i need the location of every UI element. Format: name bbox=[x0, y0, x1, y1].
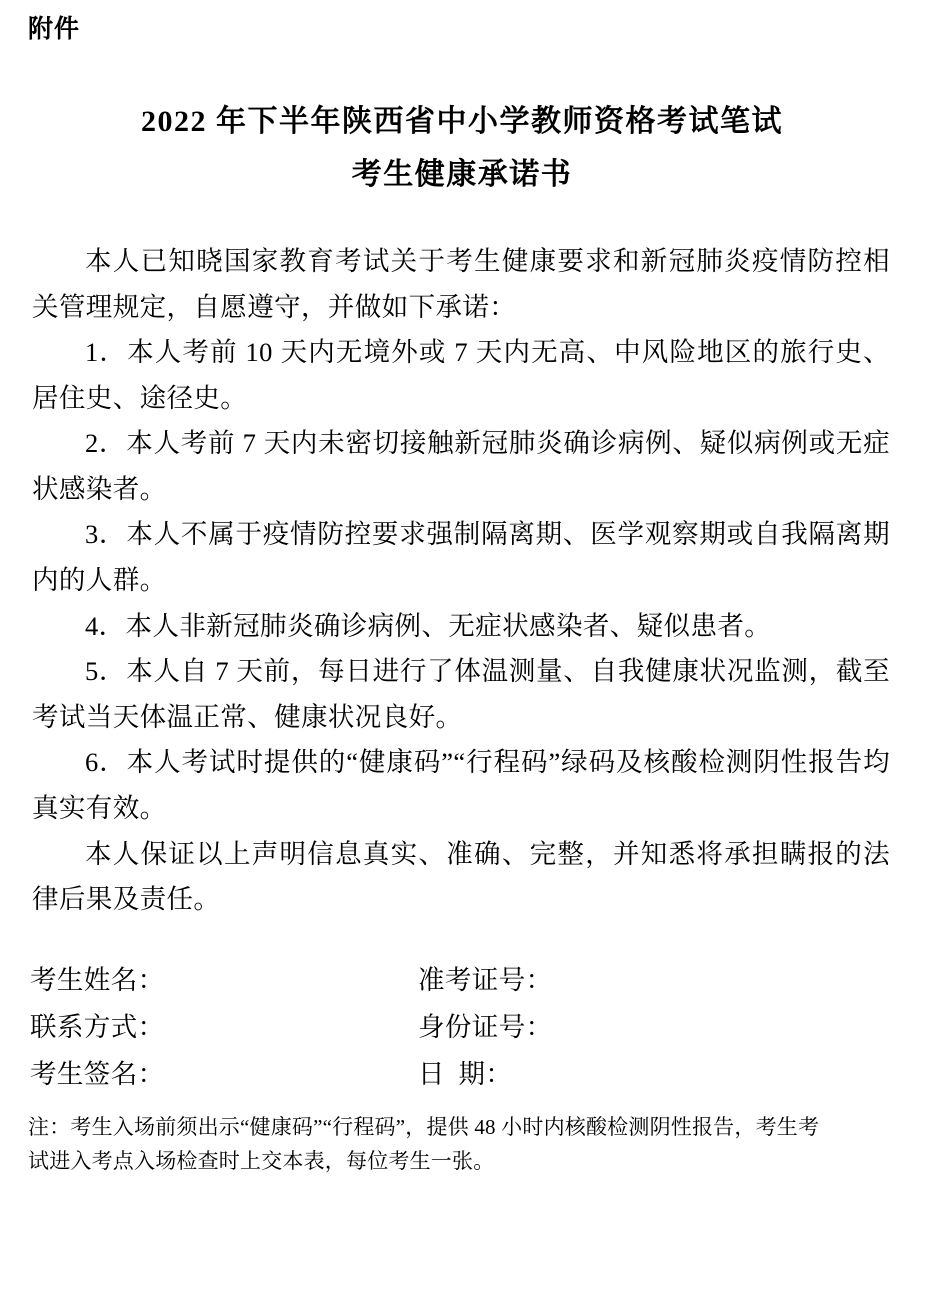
field-label-contact: 联系方式： bbox=[30, 1011, 165, 1042]
paragraph-item-4: 4．本人非新冠肺炎确诊病例、无症状感染者、疑似患者。 bbox=[85, 610, 772, 641]
field-label-id-number: 身份证号： bbox=[418, 1011, 553, 1042]
paragraph-intro: 本人已知晓国家教育考试关于考生健康要求和新冠肺炎疫情防控相关管理规定，自愿遵守，并做如下承诺： bbox=[32, 246, 890, 322]
title-line-1: 2022 年下半年陕西省中小学教师资格考试笔试 bbox=[141, 105, 783, 138]
paragraph-item-6: 6．本人考试时提供的“健康码”“行程码”绿码及核酸检测阴性报告均真实有效。 bbox=[32, 747, 890, 823]
attachment-label: 附件 bbox=[28, 15, 81, 43]
field-label-date-first-char: 日 bbox=[418, 1058, 459, 1089]
field-label-date-rest: 期： bbox=[458, 1058, 513, 1089]
field-label-candidate-name: 考生姓名： bbox=[30, 964, 165, 995]
field-row bbox=[30, 957, 898, 1004]
footnote-line-1: 注：考生入场前须出示“健康码”“行程码”，提供 48 小时内核酸检测阴性报告，考生考 bbox=[28, 1115, 820, 1140]
field-label-admission-ticket-number: 准考证号： bbox=[418, 964, 553, 995]
title-line-2: 考生健康承诺书 bbox=[351, 157, 573, 191]
paragraph-item-5: 5．本人自 7 天前，每日进行了体温测量、自我健康状况监测，截至考试当天体温正常、健康状况良好。 bbox=[32, 656, 890, 732]
paragraph-declaration: 本人保证以上声明信息真实、准确、完整，并知悉将承担瞒报的法律后果及责任。 bbox=[32, 838, 890, 915]
footnote bbox=[26, 1110, 898, 1178]
signature-fields bbox=[26, 957, 898, 1098]
footnote-line-2: 试进入考点入场检查时上交本表，每位考生一张。 bbox=[28, 1149, 495, 1174]
document-body bbox=[26, 239, 898, 923]
field-row bbox=[30, 1004, 898, 1051]
paragraph-item-3: 3．本人不属于疫情防控要求强制隔离期、医学观察期或自我隔离期内的人群。 bbox=[32, 519, 890, 596]
field-label-signature: 考生签名： bbox=[30, 1058, 165, 1089]
paragraph-item-1: 1．本人考前 10 天内无境外或 7 天内无高、中风险地区的旅行史、居住史、途径史。 bbox=[32, 337, 890, 413]
field-label-date bbox=[418, 1051, 898, 1098]
field-row bbox=[30, 1051, 898, 1098]
paragraph-item-2: 2．本人考前 7 天内未密切接触新冠肺炎确诊病例、疑似病例或无症状感染者。 bbox=[32, 428, 890, 504]
document-title bbox=[26, 96, 898, 201]
